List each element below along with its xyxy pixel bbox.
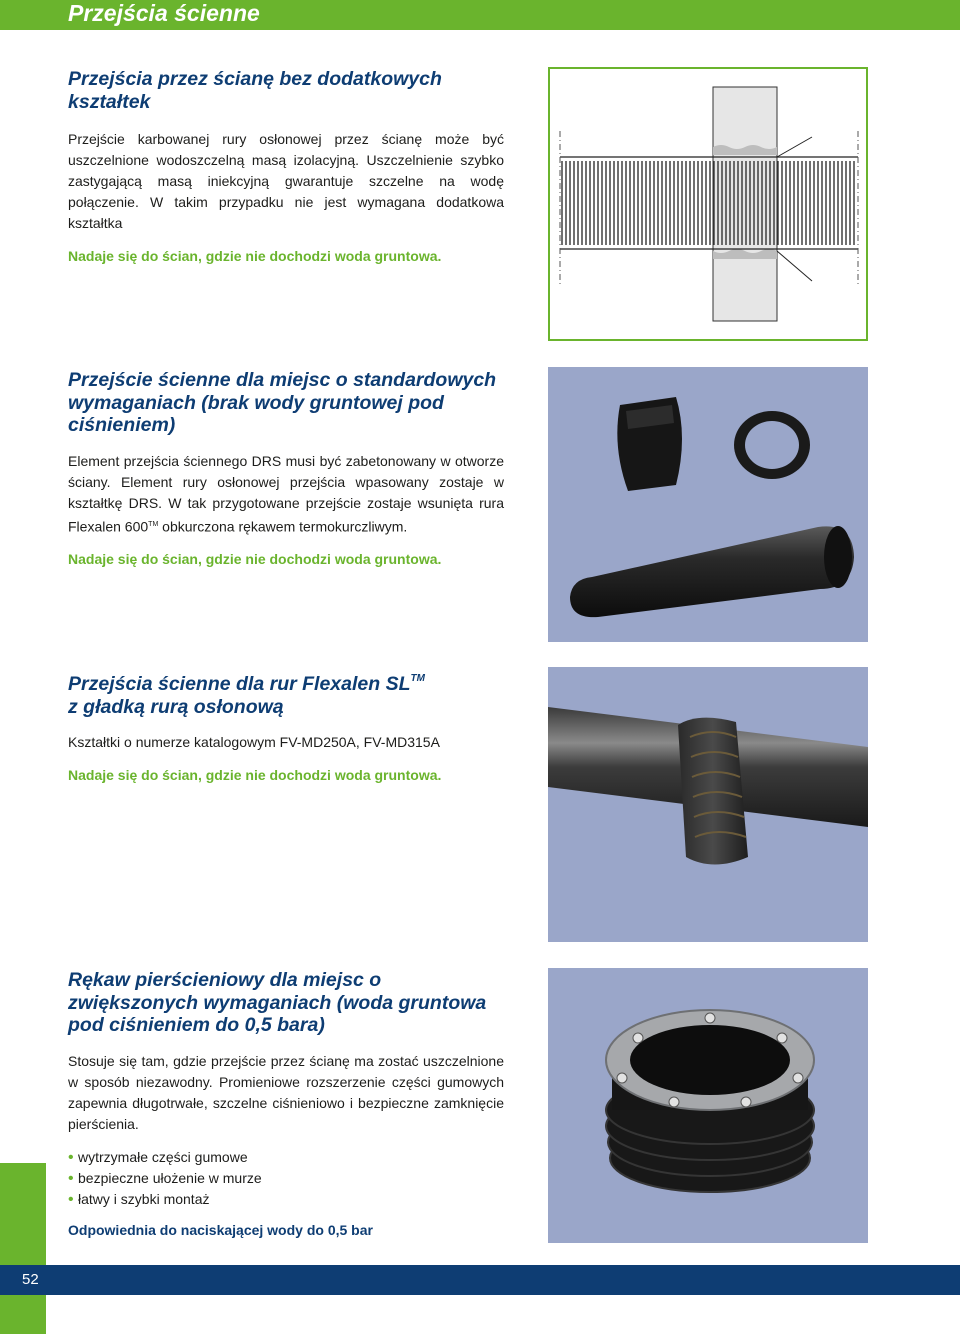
left-accent-strip [0,1163,46,1334]
trademark: TM [410,673,425,684]
section-heading: Rękaw pierścieniowy dla miejsc o zwiększonych wymaganiach (woda gruntowa pod ciśnieniem do 0,5 bara) [68,969,487,1036]
ring-sleeve-photo [548,968,868,1243]
list-item: • łatwy i szybki montaż [68,1189,504,1210]
heading-text: Przejścia ścienne dla rur Flexalen SL [68,673,411,695]
section-note: Nadaje się do ścian, gdzie nie dochodzi woda gruntowa. [68,248,442,264]
section-body: Stosuje się tam, gdzie przejście przez ścianę ma zostać uszczelnione w sposób niezawodny. Promieniowe rozszerzenie części gumowych zapewnia długotrwałe, szczelne ciśnieniowo i bezpieczne zamknięcie pierścienia. [68,1052,504,1132]
section-heading: Przejście ścienne dla miejsc o standardowych wymaganiach (brak wody gruntowej pod ciśnieniem) [68,369,497,436]
section-note: Odpowiednia do naciskającej wody do 0,5 bar [68,1221,373,1238]
section-note: Nadaje się do ścian, gdzie nie dochodzi woda gruntowa. [68,551,442,568]
flexalen-sl-fitting-photo [548,667,868,942]
page-title: Przejścia ścienne [68,0,260,26]
heading-text-line2: z gładką rurą osłonową [68,695,284,718]
header-bar [0,0,960,30]
section-heading [68,668,504,718]
section-body: Kształtki o numerze katalogowym FV-MD250A, FV-MD315A [68,734,440,750]
section-standard-wall-passage [68,369,504,570]
section-body: Przejście karbowanej rury osłonowej przez ścianę może być uszczelnione wodoszczelną masą izolacyjną. Uszczelnienie szybko zastygającą masą iniekcyjną gwarantuje szczelne na wodę połączenie. W takim przypadku nie jest wymagana dodatkowa kształtka [68,131,504,231]
page-number: 52 [22,1271,39,1288]
body-text: Element przejścia ściennego DRS musi być zabetonowany w otworze ściany. Element rury osłonowej przejścia wpasowany zostaje w kształtkę DRS. W tak przygotowane przejście zostaje wsunięta rura Flexalen 600 [68,452,504,535]
section-ring-sleeve [68,969,504,1241]
list-item: • bezpieczne ułożenie w murze [68,1168,504,1189]
section-body [68,451,504,538]
body-text-end: obkurczona rękawem termokurczliwym. [158,518,408,535]
feature-list [68,1147,504,1210]
section-wall-passage-no-fittings [68,68,504,267]
section-heading: Przejścia przez ścianę bez dodatkowych kształtek [68,68,442,113]
trademark: TM [148,520,159,528]
footer-bar [0,1265,960,1295]
section-flexalen-sl-passage [68,668,504,786]
list-item: • wytrzymałe części gumowe [68,1147,504,1168]
drs-element-photo [548,367,868,642]
section-note: Nadaje się do ścian, gdzie nie dochodzi woda gruntowa. [68,767,442,783]
wall-passage-diagram [548,67,868,341]
